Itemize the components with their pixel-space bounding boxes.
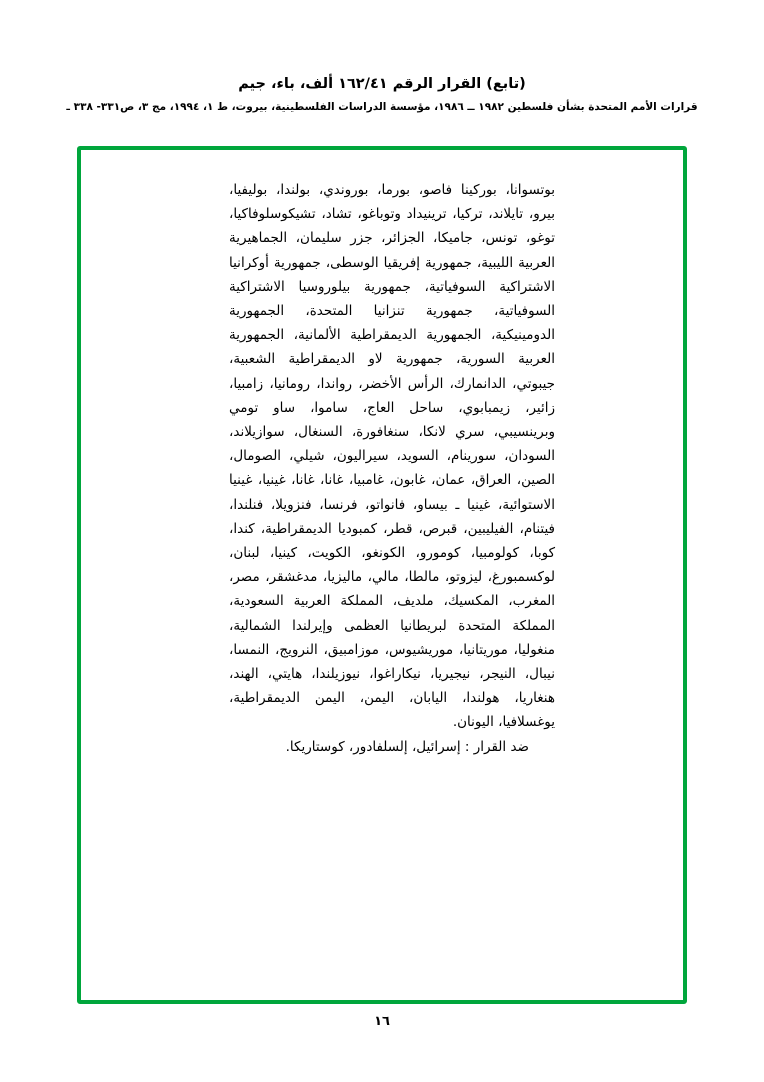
country-list-paragraph: بوتسوانا، بوركينا فاصو، بورما، بوروندي، بولندا، بوليفيا، بيرو، تايلاند، تركيا، ترينيداد وتوباغو، تشاد، تشيكوسلوفاكيا، توغو، تونس، جامیکا، الجزائر، جزر سليمان، الجماهيرية العربية الليبية، جمهورية إفريقيا الوسطى، جمهورية أوكرانيا الاشتراكية السوفياتية، جمهورية بيلوروسيا الاشتراكية السوفياتية، جمهورية تنزانيا المتحدة، الجمهورية الدومينيكية، الجمهورية الديمقراطية الألمانية، الجمهورية العربية السورية، جمهورية لاو الديمقراطية الشعبية، جيبوتي، الدانمارك، الرأس الأخضر، رواندا، رومانيا، زامبيا، زائير، زيمبابوي، ساحل العاج، ساموا، ساو تومي وبرينسيبي، سري لانكا، سنغافورة، السنغال، سوازيلاند، السودان، سورينام، السويد، سيراليون، شيلي، الصومال، الصين، العراق، عمان، غابون، غامبيا، غانا، غانا، غينيا، غينيا الاستوائية، غينيا ـ بيساو، فانواتو، فرنسا، فنزويلا، فنلندا، فيتنام، الفيليبين، قبرص، قطر، كمبوديا الديمقراطية، كندا، كوبا، كولومبيا، كومورو، الكونغو، الكويت، كينيا، لبنان، لوكسمبورغ، ليزوتو، مالطا، مالي، ماليزيا، مدغشقر، مصر، المغرب، المكسيك، ملديف، المملكة العربية السعودية، المملكة المتحدة لبريطانيا العظمى وإيرلندا الشمالية، منغوليا، موريتانيا، موريشيوس، موزامبيق، النرويج، النمسا، نيبال، النيجر، نيجيريا، نيكاراغوا، نيوزيلندا، هايتي، الهند، هنغاريا، هولندا، اليابان، اليمن، اليمن الديمقراطية، يوغسلافيا، اليونان. (229, 182, 555, 731)
green-content-frame (77, 146, 687, 1004)
page-header (0, 0, 764, 113)
page-number: ١٦ (374, 1014, 390, 1029)
body-text-column (229, 178, 555, 759)
source-citation: قرارات الأمم المتحدة بشأن فلسطين ١٩٨٢ ــ ١٩٨٦، مؤسسة الدراسات الفلسطينية، بيروت، ط ١، ١٩٩٤، مج ٣، ص٣٣١- ٣٣٨ ـ (66, 101, 698, 114)
page-title: (تابع) القرار الرقم ١٦٢/٤١ ألف، باء، جيم (238, 76, 526, 92)
against-resolution-line: ضد القرار : إسرائيل، إلسلفادور، كوستاريكا. (285, 738, 529, 755)
